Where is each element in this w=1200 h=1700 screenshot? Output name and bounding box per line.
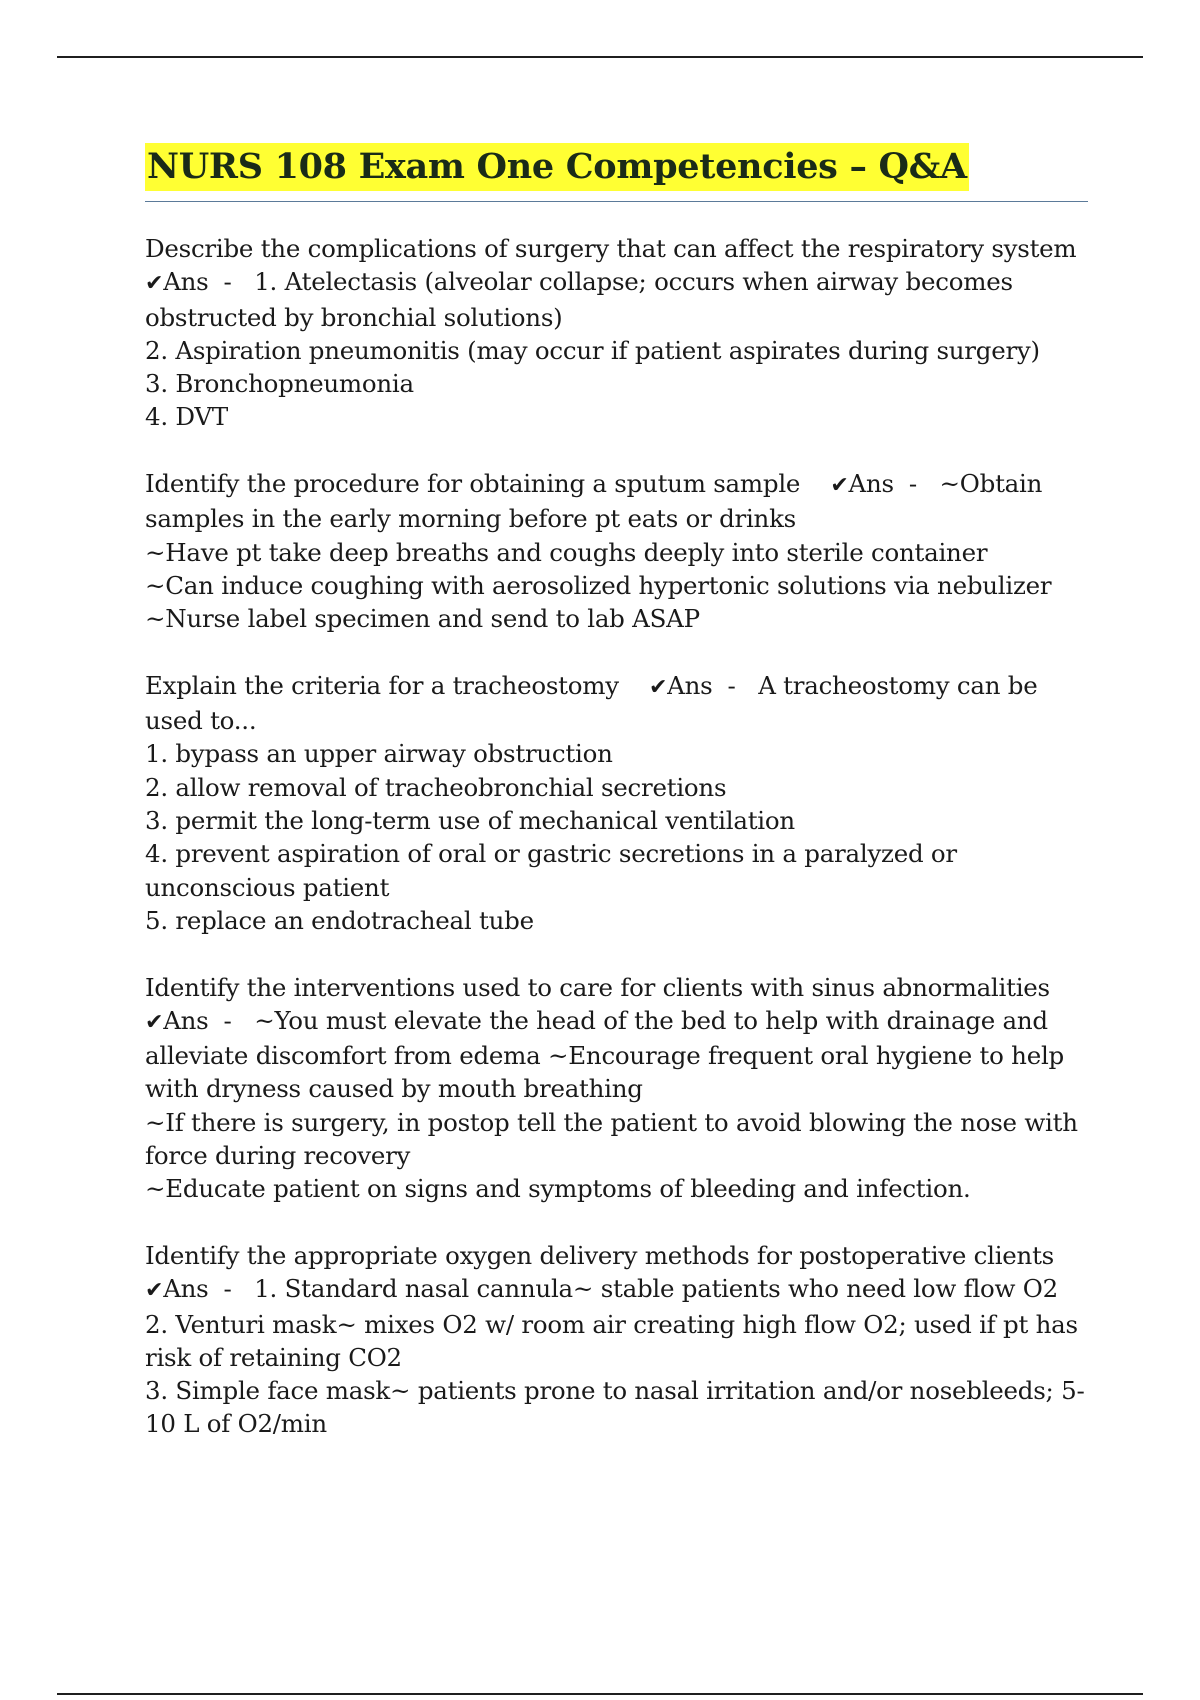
qa-first-line: Explain the criteria for a tracheostomy ✔Ans - A tracheostomy can be used to... <box>145 670 1045 736</box>
answer-line: ~Have pt take deep breaths and coughs deeply into sterile container <box>145 537 988 567</box>
qa-first-line: Identify the interventions used to care for clients with sinus abnormalities ✔Ans - ~You must elevate the head of the bed to help with drainage and alleviate discomfort from edema ~Encourage frequent oral hygiene to help with dryness caused by mouth breathing <box>145 972 1072 1104</box>
answer-label: Ans <box>163 1005 209 1035</box>
answer-text: ~You must elevate the head of the bed to help with drainage and alleviate discomfort from edema ~Encourage frequent oral hygiene to help with dryness caused by mouth breathing <box>145 1005 1072 1104</box>
question-text: Describe the complications of surgery that can affect the respiratory system <box>145 234 1077 263</box>
qa-first-line: Identify the procedure for obtaining a sputum sample ✔Ans - ~Obtain samples in the early morning before pt eats or drinks <box>145 469 1050 534</box>
answer-line: 4. prevent aspiration of oral or gastric secretions in a paralyzed or unconscious patient <box>145 839 965 902</box>
checkmark-icon: ✔ <box>830 473 849 499</box>
answer-line: 2. Venturi mask~ mixes O2 w/ room air creating high flow O2; used if pt has risk of retaining CO2 <box>145 1309 1086 1372</box>
qa-first-line: Describe the complications of surgery that can affect the respiratory system ✔Ans - 1. Atelectasis (alveolar collapse; occurs when airway becomes obstructed by bronchial solutions) <box>145 234 1077 332</box>
document-title: NURS 108 Exam One Competencies – Q&A <box>145 143 969 191</box>
qa-item <box>145 1239 1095 1441</box>
answer-text: ~Obtain samples in the early morning before pt eats or drinks <box>145 469 1050 534</box>
question-text: Identify the procedure for obtaining a sputum sample <box>145 469 801 499</box>
qa-first-line: Identify the appropriate oxygen delivery methods for postoperative clients ✔Ans - 1. Standard nasal cannula~ stable patients who need low flow O2 <box>145 1240 1058 1304</box>
qa-item <box>145 971 1095 1206</box>
answer-line: 1. bypass an upper airway obstruction <box>145 739 613 769</box>
checkmark-icon: ✔ <box>145 1278 164 1304</box>
answer-line: 5. replace an endotracheal tube <box>145 905 534 935</box>
answer-line: 2. allow removal of tracheobronchial secretions <box>145 772 727 802</box>
answer-line: ~If there is surgery, in postop tell the patient to avoid blowing the nose with force during recovery <box>145 1107 1086 1171</box>
answer-line: 3. permit the long-term use of mechanical ventilation <box>145 806 795 836</box>
answer-text: 1. Atelectasis (alveolar collapse; occurs when airway becomes obstructed by bronchial solutions) <box>145 267 1021 332</box>
checkmark-icon: ✔ <box>145 1009 164 1035</box>
answer-line: 3. Bronchopneumonia <box>145 369 414 399</box>
answer-line: 3. Simple face mask~ patients prone to nasal irritation and/or nosebleeds; 5-10 L of O2/min <box>145 1376 1085 1439</box>
answer-text: 1. Standard nasal cannula~ stable patients who need low flow O2 <box>254 1274 1058 1304</box>
answer-label: Ans <box>163 267 209 297</box>
qa-item <box>145 669 1095 937</box>
qa-item <box>145 467 1095 635</box>
answer-label: Ans <box>848 469 894 499</box>
answer-text: A tracheostomy can be used to... <box>145 670 1045 736</box>
answer-line: 4. DVT <box>145 402 228 432</box>
answer-line: ~Can induce coughing with aerosolized hypertonic solutions via nebulizer <box>145 570 1052 600</box>
question-text: Identify the appropriate oxygen delivery methods for postoperative clients <box>145 1240 1054 1270</box>
question-text: Identify the interventions used to care for clients with sinus abnormalities <box>145 972 1050 1002</box>
question-text: Explain the criteria for a tracheostomy <box>145 670 619 700</box>
bottom-page-rule <box>57 1693 1143 1695</box>
checkmark-icon: ✔ <box>648 674 668 700</box>
answer-line: ~Nurse label specimen and send to lab ASAP <box>145 604 700 634</box>
title-block <box>145 143 1088 202</box>
answer-label: Ans <box>667 670 713 700</box>
checkmark-icon: ✔ <box>145 271 164 297</box>
qa-item <box>145 232 1095 434</box>
top-page-rule <box>57 56 1143 58</box>
answer-line: ~Educate patient on signs and symptoms of bleeding and infection. <box>145 1174 971 1204</box>
answer-label: Ans <box>163 1274 209 1304</box>
qa-content <box>145 232 1095 1474</box>
answer-line: 2. Aspiration pneumonitis (may occur if patient aspirates during surgery) <box>145 335 1040 365</box>
